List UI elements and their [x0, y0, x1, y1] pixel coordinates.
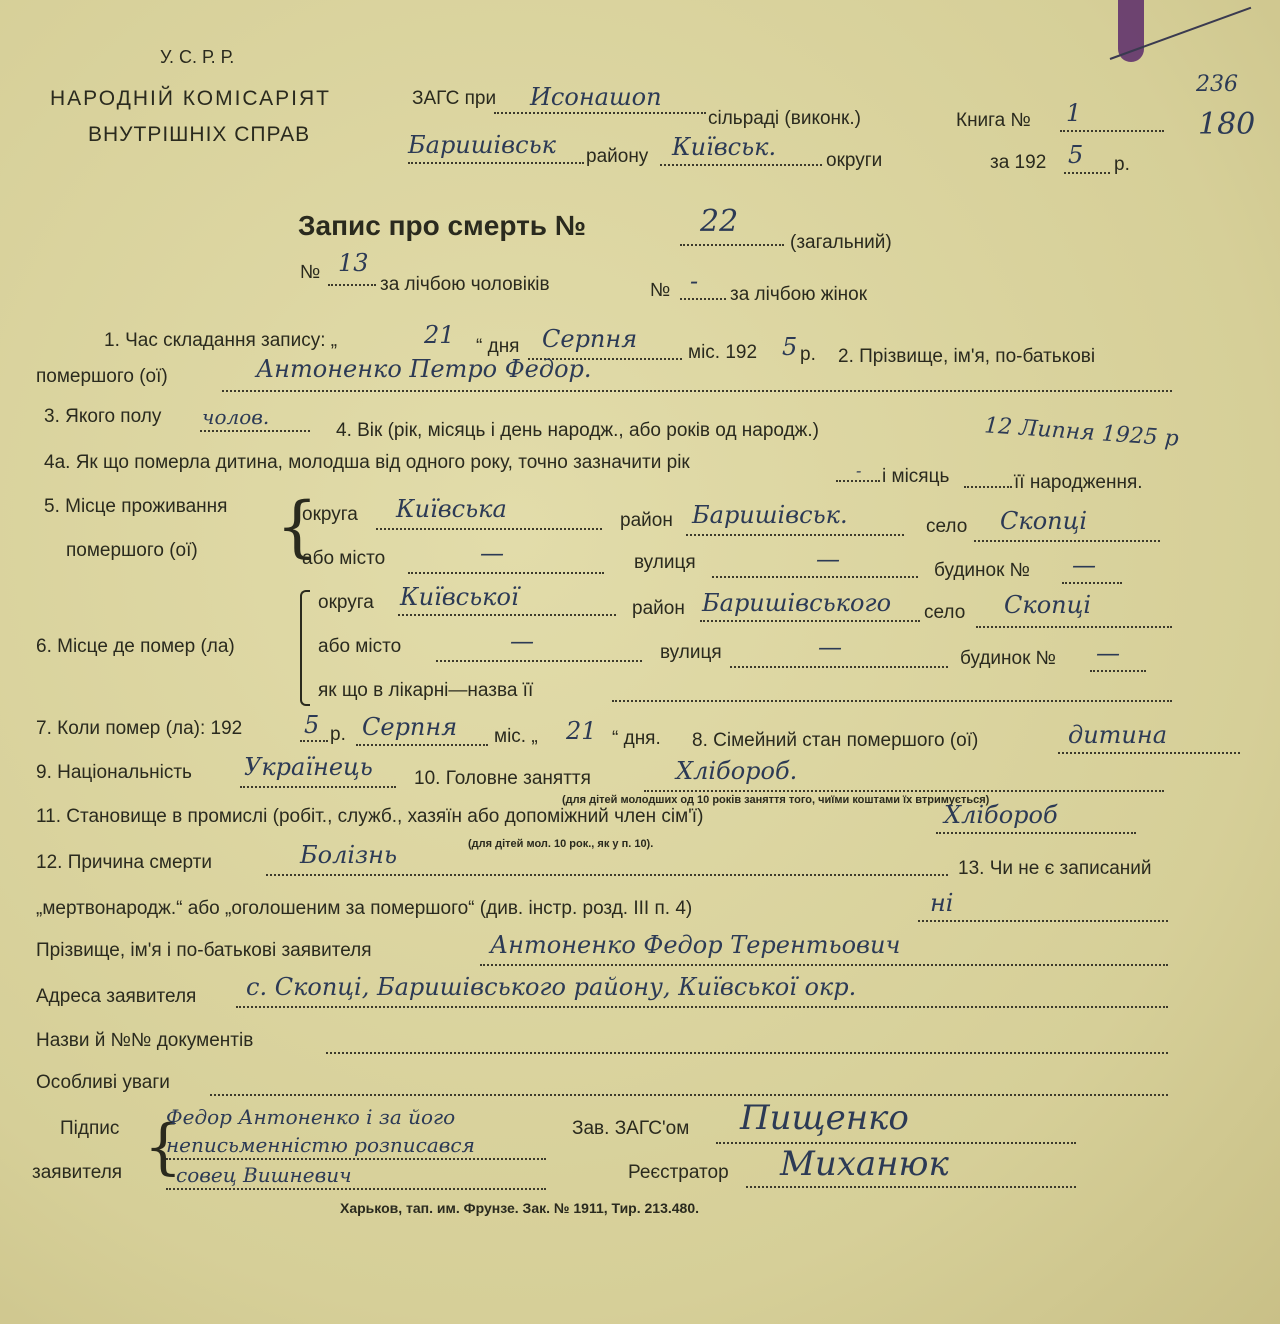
field-5-vulytsia-line [712, 576, 918, 578]
field-1-year-suffix: р. [800, 344, 816, 365]
sign-label-2: заявителя [32, 1162, 123, 1183]
field-6-misto-line [436, 660, 642, 662]
female-number-handwritten: - [690, 267, 699, 295]
book-line [1060, 130, 1164, 132]
raion-handwritten: Баришівськ [408, 131, 556, 159]
field-2-label: 2. Прізвище, ім'я, по-батькові [838, 346, 1096, 367]
field-10-handwritten: Хлібороб. [676, 757, 798, 785]
field-5-okruha-label: округа [302, 504, 358, 525]
field-8-handwritten: дитина [1068, 721, 1167, 749]
book-handwritten: 1 [1066, 99, 1082, 127]
field-6-budynok-handwritten: — [1096, 639, 1120, 667]
registrar-line [746, 1186, 1076, 1188]
field-7-year-line [300, 740, 328, 742]
field-5-raion-handwritten: Баришівськ. [692, 501, 848, 529]
zags-suffix: сільраді (виконк.) [708, 108, 861, 129]
male-label: за лічбою чоловіків [380, 274, 550, 295]
field-2-line [222, 390, 1172, 392]
field-10-note: (для дітей молодших од 10 років заняття того, чиїми коштами їх втримується) [562, 794, 990, 806]
field-7-day-handwritten: 21 [566, 717, 597, 745]
registrar-label: Реєстратор [628, 1162, 729, 1183]
field-6-okruha-label: округа [318, 592, 374, 613]
record-number-handwritten: 22 [700, 204, 739, 239]
corner-mark-1: 236 [1196, 72, 1238, 97]
field-10-line [644, 790, 1164, 792]
field-5-okruha-handwritten: Київська [396, 495, 507, 523]
field-5-vulytsia-label: вулиця [634, 552, 696, 573]
field-8-label: 8. Сімейний стан помершого (ої) [692, 730, 979, 751]
applicant-label: Прізвище, ім'я і по-батькові заявителя [36, 940, 372, 961]
record-number-line [680, 244, 784, 246]
registrar-signature: Миханюк [780, 1144, 949, 1184]
field-4a-handwritten: - [856, 461, 862, 480]
sign-label-1: Підпис [60, 1118, 120, 1139]
sign-handwritten-2: неписьменністю розписався [166, 1133, 475, 1157]
field-4a-month-line [964, 486, 1012, 488]
field-5-selo-handwritten: Скопці [1000, 507, 1088, 535]
field-7-month-handwritten: Серпня [362, 713, 458, 741]
applicant-handwritten: Антоненко Федор Терентьович [490, 931, 901, 959]
female-prefix: № [650, 280, 671, 301]
field-5-budynok-handwritten: — [1072, 551, 1096, 579]
sign-handwritten-3: совец Вишневич [176, 1163, 352, 1187]
year-label: за 192 [990, 152, 1047, 173]
field-6-vulytsia-label: вулиця [660, 642, 722, 663]
address-handwritten: с. Скопці, Баришівського району, Київської окр. [246, 973, 857, 1001]
field-6-selo-label: село [924, 602, 966, 623]
field-7-year-handwritten: 5 [304, 711, 320, 739]
field-4-handwritten: 12 Липня 1925 р [983, 413, 1180, 452]
field-5-label-1: 5. Місце проживання [44, 496, 228, 517]
notes-line [210, 1094, 1168, 1096]
raion-line [408, 162, 584, 164]
field-2-handwritten: Антоненко Петро Федор. [256, 355, 592, 383]
field-5-raion-label: район [620, 510, 673, 531]
field-6-raion-label: район [632, 598, 685, 619]
field-1-day-label: “ дня [476, 336, 520, 357]
field-5-label-2: помершого (ої) [66, 540, 198, 561]
docs-label: Назви й №№ документів [36, 1030, 254, 1051]
field-7-r: р. [330, 724, 346, 745]
head-signature: Пищенко [740, 1098, 909, 1138]
okruha-label: округи [826, 150, 883, 171]
sign-line-1 [166, 1158, 546, 1160]
sign-line-2 [166, 1188, 546, 1190]
field-5-vulytsia-handwritten: — [816, 545, 840, 573]
ussr-label: У. С. Р. Р. [160, 47, 235, 67]
field-8-line [1058, 752, 1240, 754]
field-5-misto-line [408, 572, 604, 574]
field-3-label: 3. Якого полу [44, 406, 162, 427]
notes-label: Особливі уваги [36, 1072, 170, 1093]
field-3-handwritten: чолов. [202, 405, 270, 429]
field-6-raion-handwritten: Баришівського [702, 589, 892, 617]
year-line [1064, 172, 1110, 174]
field-13-label: 13. Чи не є записаний [958, 858, 1152, 879]
printer-footer: Харьков, тап. им. Фрунзе. Зак. № 1911, Тир. 213.480. [340, 1200, 700, 1216]
field-6-okruha-handwritten: Київської [400, 583, 519, 611]
year-handwritten: 5 [1068, 141, 1084, 169]
record-title: Запис про смерть № [298, 210, 586, 241]
field-7-day-label: “ дня. [612, 728, 661, 749]
field-4a-mid: і місяць [882, 466, 950, 487]
corner-mark-2: 180 [1198, 107, 1256, 142]
book-label: Книга № [956, 110, 1031, 131]
female-label: за лічбою жінок [730, 284, 868, 305]
field-10-label: 10. Головне заняття [414, 768, 591, 789]
docs-line [326, 1052, 1168, 1054]
field-5-misto-handwritten: — [480, 539, 504, 567]
field-2-label-2: помершого (ої) [36, 366, 168, 387]
year-suffix: р. [1114, 154, 1130, 175]
field-11-label: 11. Становище в промислі (робіт., служб., хазяїн або допоміжний член сім'ї) [36, 806, 704, 827]
field-6-label: 6. Місце де помер (ла) [36, 636, 235, 657]
field-5-budynok-line [1062, 582, 1122, 584]
zags-handwritten: Исонашоп [530, 83, 662, 111]
applicant-line [480, 964, 1168, 966]
field-3-line [200, 430, 310, 432]
raion-label: району [586, 146, 649, 167]
field-1-month-handwritten: Серпня [542, 325, 638, 353]
field-11-handwritten: Хлібороб [944, 801, 1058, 829]
field-5-budynok-label: будинок № [934, 560, 1031, 581]
sign-handwritten-1: Федор Антоненко і за його [166, 1105, 456, 1129]
field-6-misto-handwritten: — [510, 627, 534, 655]
field-6-likarnia-label: як що в лікарні—назва її [318, 680, 534, 701]
field-9-line [240, 786, 396, 788]
male-prefix: № [300, 262, 321, 283]
field-6-okruha-line [398, 614, 616, 616]
field-12-label: 12. Причина смерти [36, 852, 212, 873]
ministry-line-1: НАРОДНІЙ КОМІСАРІЯТ [50, 87, 331, 110]
field-11-note: (для дітей мол. 10 рок., як у п. 10). [468, 838, 654, 850]
field-5-brace: { [276, 488, 318, 565]
ministry-line-2: ВНУТРІШНІХ СПРАВ [88, 123, 311, 146]
field-6-misto-label: або місто [318, 636, 402, 657]
head-label: Зав. ЗАГС'ом [572, 1118, 690, 1139]
field-6-budynok-label: будинок № [960, 648, 1057, 669]
field-5-selo-label: село [926, 516, 968, 537]
field-6-selo-line [976, 626, 1172, 628]
field-12-handwritten: Болізнь [300, 841, 398, 869]
field-9-label: 9. Національність [36, 762, 192, 783]
field-13-line [918, 920, 1168, 922]
field-6-bracket [300, 590, 310, 706]
female-number-line [680, 298, 726, 300]
field-6-vulytsia-line [730, 666, 948, 668]
address-line [236, 1006, 1168, 1008]
field-9-handwritten: Українець [244, 753, 373, 781]
field-5-misto-label: або місто [302, 548, 386, 569]
field-6-raion-line [700, 620, 920, 622]
field-5-raion-line [686, 534, 904, 536]
male-number-handwritten: 13 [338, 249, 369, 277]
field-1-label: 1. Час складання запису: „ [104, 330, 338, 351]
zags-prefix: ЗАГС при [412, 88, 497, 109]
field-13-handwritten: ні [930, 889, 954, 917]
field-4a-end: її народження. [1014, 472, 1143, 493]
field-7-mis: міс. „ [494, 726, 538, 747]
field-1-day-handwritten: 21 [424, 321, 455, 349]
field-11-line [936, 832, 1136, 834]
field-6-likarnia-line [612, 700, 1172, 702]
male-number-line [328, 284, 376, 286]
field-12-line [266, 874, 948, 876]
address-label: Адреса заявителя [36, 986, 197, 1007]
field-7-label: 7. Коли помер (ла): 192 [36, 718, 243, 739]
field-5-okruha-line [376, 528, 602, 530]
field-1-year-handwritten: 5 [782, 333, 798, 361]
field-7-month-line [356, 744, 488, 746]
sign-brace: { [144, 1112, 183, 1182]
field-6-selo-handwritten: Скопці [1004, 591, 1092, 619]
zags-line [494, 112, 706, 114]
okruha-handwritten: Київськ. [672, 133, 777, 161]
field-6-vulytsia-handwritten: — [818, 633, 842, 661]
field-5-selo-line [974, 540, 1160, 542]
field-13-label-2: „мертвонародж.“ або „оголошеним за помершого“ (див. інстр. розд. III п. 4) [36, 898, 693, 919]
field-4-label: 4. Вік (рік, місяць і день народж., або років од народж.) [336, 420, 819, 441]
field-6-budynok-line [1090, 670, 1146, 672]
field-4a-label: 4а. Як що померла дитина, молодша від одного року, точно зазначити рік [44, 452, 690, 473]
record-general: (загальний) [790, 232, 892, 253]
field-1-month-label: міс. 192 [688, 342, 758, 363]
okruha-line [660, 164, 822, 166]
